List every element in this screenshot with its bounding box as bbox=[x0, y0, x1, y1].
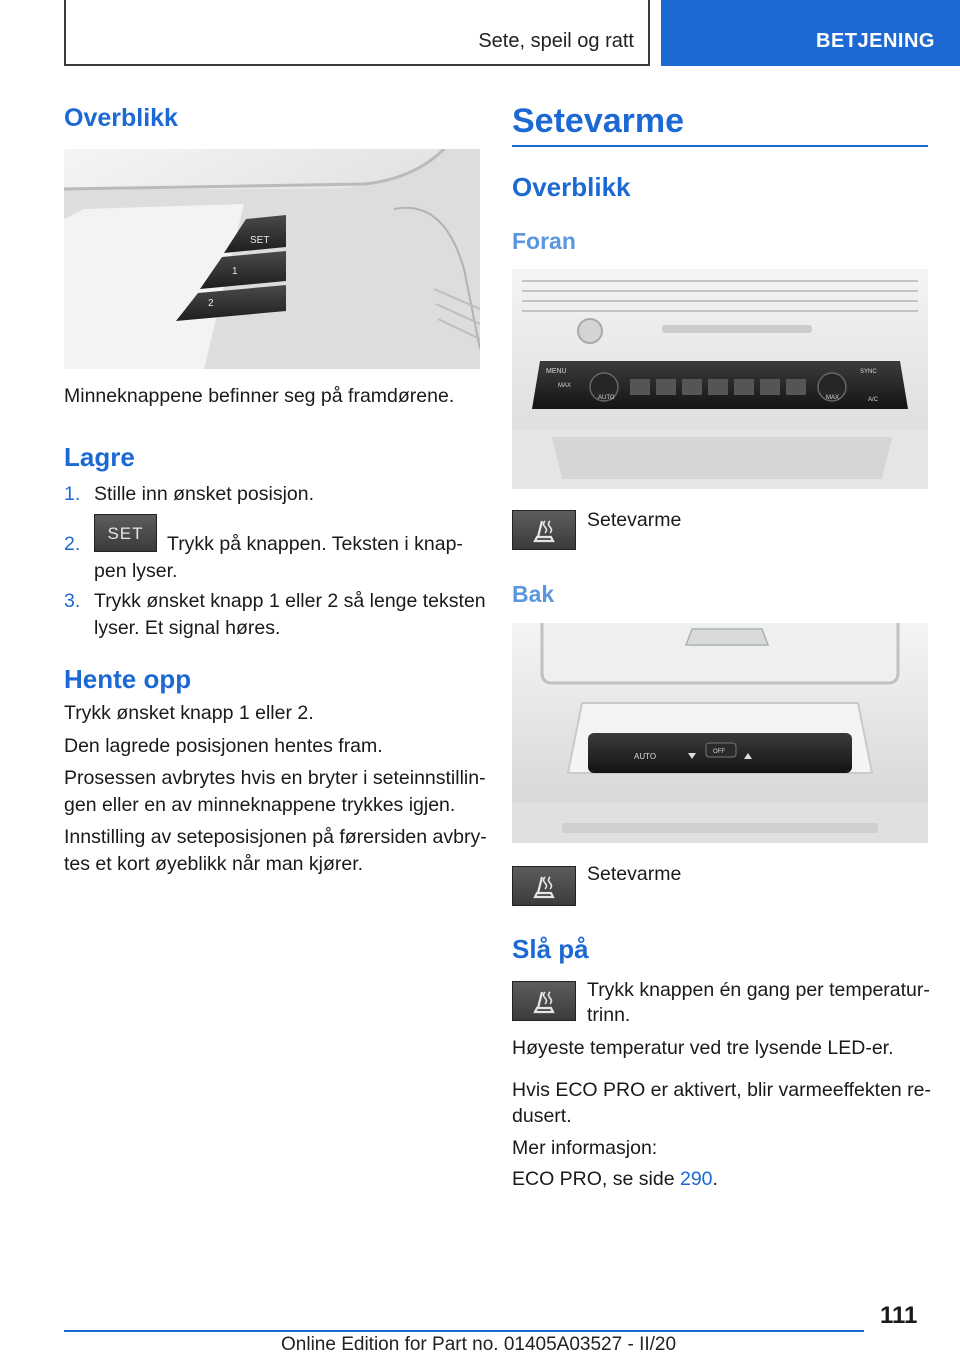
footer-rule bbox=[64, 1330, 864, 1332]
step-2-number: 2. bbox=[64, 533, 81, 555]
step-1-number: 1. bbox=[64, 483, 81, 505]
header-section-box bbox=[64, 0, 650, 66]
step-2-text-line2: pen lyser. bbox=[94, 560, 178, 582]
seat-heating-icon-rear bbox=[512, 866, 576, 906]
door-2-label: 2 bbox=[208, 298, 214, 309]
recall-line-3: Prosessen avbrytes hvis en bryter i seteinnstillin- bbox=[64, 767, 486, 789]
page-290-link[interactable]: 290 bbox=[679, 1168, 713, 1190]
door-panel-illustration bbox=[64, 149, 480, 369]
door-1-label: 1 bbox=[232, 266, 238, 277]
right-overview-heading: Overblikk bbox=[512, 172, 631, 202]
switch-on-heading: Slå på bbox=[512, 934, 589, 964]
door-figure-caption: Minneknappene befinner seg på framdørene. bbox=[64, 385, 455, 407]
header-chapter-tab[interactable] bbox=[661, 0, 960, 66]
recall-line-4: gen eller en av minneknappene trykkes igjen. bbox=[64, 794, 456, 816]
rear-climate-panel-figure bbox=[512, 623, 928, 843]
seat-heat-symbol bbox=[513, 511, 575, 549]
rear-panel-illustration bbox=[512, 623, 928, 843]
seat-heat-symbol-rear bbox=[513, 867, 575, 905]
door-memory-buttons-figure bbox=[64, 149, 480, 369]
page-number: 111 bbox=[880, 1302, 918, 1329]
edition-note: Online Edition for Part no. 01405A03527 - II/20 bbox=[281, 1334, 677, 1355]
front-heading: Foran bbox=[512, 228, 576, 254]
seat-heat-symbol-switch bbox=[513, 982, 575, 1020]
more-info-label: Mer informasjon: bbox=[512, 1137, 658, 1159]
seat-heating-heading-rule bbox=[512, 145, 928, 147]
recall-line-1: Trykk ønsket knapp 1 eller 2. bbox=[64, 702, 314, 724]
recall-line-6: tes et kort øyeblikk når man kjører. bbox=[64, 853, 364, 875]
switch-on-text-line1: Trykk knappen én gang per temperatur- bbox=[587, 979, 930, 1001]
switch-on-text-line2: trinn. bbox=[587, 1004, 631, 1026]
set-button-icon-label: SET bbox=[107, 524, 144, 543]
front-menu-label: MENU bbox=[546, 368, 567, 375]
front-max-right-label: MAX bbox=[826, 395, 840, 401]
step-1-text: Stille inn ønsket posisjon. bbox=[94, 483, 315, 505]
left-overview-heading: Overblikk bbox=[64, 104, 178, 132]
front-ac-label: A/C bbox=[868, 397, 879, 403]
rear-icon-caption: Setevarme bbox=[587, 863, 682, 885]
rear-auto-label: AUTO bbox=[634, 752, 657, 761]
recall-line-2: Den lagrede posisjonen hentes fram. bbox=[64, 735, 383, 757]
header-section-title: Sete, speil og ratt bbox=[478, 30, 634, 52]
step-3-number: 3. bbox=[64, 590, 81, 612]
front-auto-left-label: AUTO bbox=[598, 395, 615, 401]
seat-heating-icon-front bbox=[512, 510, 576, 550]
max-temperature-note: Høyeste temperatur ved tre lysende LED-er. bbox=[512, 1037, 894, 1059]
step-3-text-line2: lyser. Et signal høres. bbox=[94, 617, 281, 639]
door-set-label: SET bbox=[250, 235, 270, 246]
eco-pro-ref-prefix: ECO PRO, se side bbox=[512, 1168, 680, 1190]
seat-heating-heading: Setevarme bbox=[512, 102, 685, 140]
eco-pro-reference bbox=[512, 1165, 718, 1193]
front-icon-caption: Setevarme bbox=[587, 509, 682, 531]
front-max-left-label: MAX bbox=[558, 383, 572, 389]
front-panel-illustration bbox=[512, 269, 928, 489]
rear-off-label: OFF bbox=[713, 749, 725, 755]
rear-heading: Bak bbox=[512, 581, 555, 607]
recall-line-5: Innstilling av seteposisjonen på førersiden avbry- bbox=[64, 826, 487, 848]
seat-heating-icon-switch bbox=[512, 981, 576, 1021]
step-2-text-line1: Trykk på knappen. Teksten i knap- bbox=[167, 533, 463, 555]
front-sync-label: SYNC bbox=[860, 369, 877, 375]
recall-heading: Hente opp bbox=[64, 664, 192, 694]
eco-pro-text-line2: dusert. bbox=[512, 1105, 572, 1127]
eco-pro-ref-suffix: . bbox=[712, 1168, 718, 1190]
store-heading: Lagre bbox=[64, 442, 135, 472]
step-3-text-line1: Trykk ønsket knapp 1 eller 2 så lenge teksten bbox=[94, 590, 486, 612]
front-climate-panel-figure bbox=[512, 269, 928, 489]
chapter-tab-label: BETJENING bbox=[816, 30, 935, 52]
eco-pro-text-line1: Hvis ECO PRO er aktivert, blir varmeeffekten re- bbox=[512, 1079, 932, 1101]
set-button-icon bbox=[94, 514, 157, 552]
